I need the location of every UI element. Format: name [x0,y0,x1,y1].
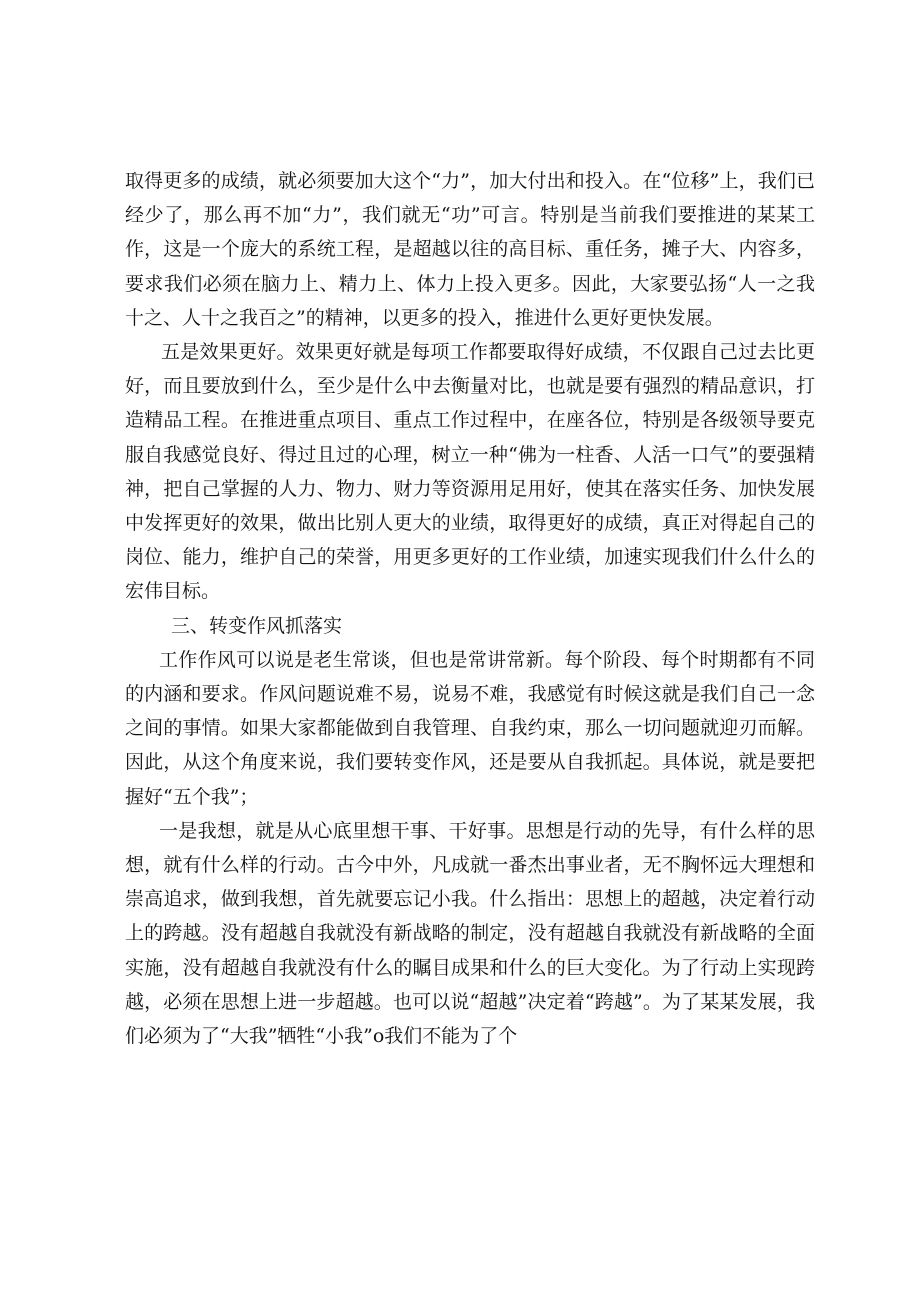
document-body [125,164,815,1053]
body-paragraph: 一是我想，就是从心底里想干事、干好事。思想是行动的先导，有什么样的思想，就有什么样的行动。古今中外，凡成就一番杰出事业者，无不胸怀远大理想和崇高追求，做到我想，首先就要忘记小我。什么指出：思想上的超越，决定着行动上的跨越。没有超越自我就没有新战略的制定，没有超越自我就没有新战略的全面实施，没有超越自我就没有什么的瞩目成果和什么的巨大变化。为了行动上实现跨越，必须在思想上进一步超越。也可以说“超越”决定着“跨越”。为了某某发展，我们必须为了“大我”牺牲“小我”o我们不能为了个 [125,819,815,1048]
section-heading: 三、转变作风抓落实 [171,614,343,637]
body-paragraph: 工作作风可以说是老生常谈，但也是常讲常新。每个阶段、每个时期都有不同的内涵和要求。作风问题说难不易，说易不难，我感觉有时候这就是我们自己一念之间的事情。如果大家都能做到自我管理、自我约束，那么一切问题就迎刃而解。因此，从这个角度来说，我们要转变作风，还是要从自我抓起。具体说，就是要把握好“五个我”； [125,648,815,808]
body-paragraph: 取得更多的成绩，就必须要加大这个“力”，加大付出和投入。在“位移”上，我们已经少了，那么再不加“力”，我们就无“功”可言。特别是当前我们要推进的某某工作，这是一个庞大的系统工程，是超越以往的高目标、重任务，摊子大、内容多，要求我们必须在脑力上、精力上、体力上投入更多。因此，大家要弘扬“人一之我十之、人十之我百之”的精神，以更多的投入，推进什么更好更快发展。 [125,170,815,329]
body-paragraph: 五是效果更好。效果更好就是每项工作都要取得好成绩，不仅跟自己过去比更好，而且要放到什么，至少是什么中去衡量对比，也就是要有强烈的精品意识，打造精品工程。在推进重点项目、重点工作过程中，在座各位，特别是各级领导要克服自我感觉良好、得过且过的心理，树立一种“佛为一柱香、人活一口气”的要强精神，把自己掌握的人力、物力、财力等资源用足用好，使其在落实任务、加快发展中发挥更好的效果，做出比别人更大的业绩，取得更好的成绩，真正对得起自己的岗位、能力，维护自己的荣誉，用更多更好的工作业绩，加速实现我们什么什么的宏伟目标。 [125,341,815,603]
